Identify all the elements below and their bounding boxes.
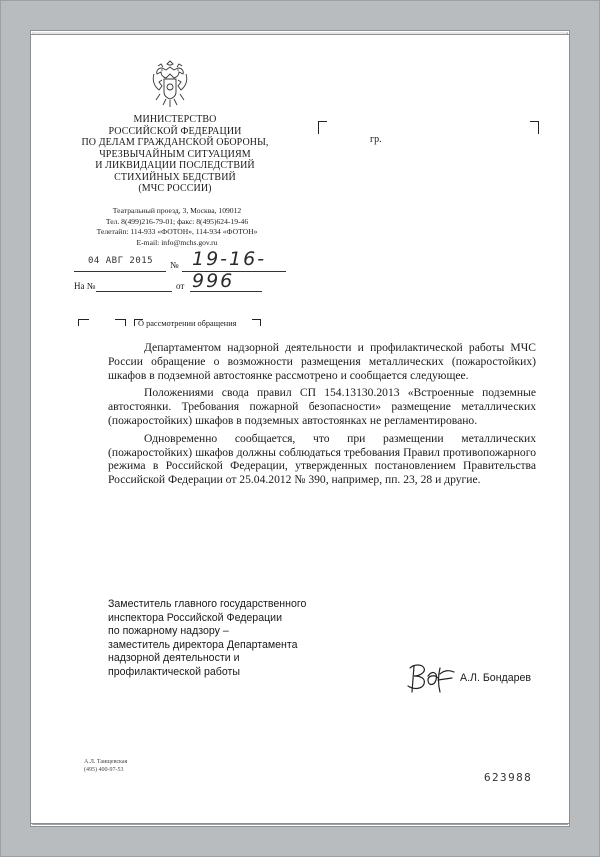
executor-phone: (495) 400-97-53 bbox=[84, 767, 124, 773]
handwritten-signature-icon bbox=[404, 662, 458, 696]
ministry-address bbox=[62, 206, 292, 248]
letter-body bbox=[108, 341, 536, 491]
ministry-line: (МЧС РОССИИ) bbox=[138, 183, 212, 194]
ministry-line: ПО ДЕЛАМ ГРАЖДАНСКОЙ ОБОРОНЫ, bbox=[81, 137, 269, 148]
ministry-line: МИНИСТЕРСТВО bbox=[133, 114, 217, 125]
date-stamp: 04 АВГ 2015 bbox=[88, 256, 154, 266]
subject-bracket bbox=[78, 319, 89, 326]
address-line: E-mail: info@mchs.gov.ru bbox=[136, 237, 218, 247]
recipient-bracket-left bbox=[318, 121, 327, 134]
reference-date-underline bbox=[190, 291, 262, 292]
ministry-name bbox=[60, 114, 290, 195]
executor-name: А.Л. Таищевская bbox=[84, 759, 128, 765]
number-label: № bbox=[170, 260, 179, 270]
subject-bracket bbox=[115, 319, 126, 326]
ministry-line: ЧРЕЗВЫЧАЙНЫМ СИТУАЦИЯМ bbox=[99, 148, 251, 160]
ministry-line: СТИХИЙНЫХ БЕДСТВИЙ bbox=[114, 171, 236, 183]
reference-line bbox=[74, 281, 274, 295]
letter-subject: О рассмотрении обращения bbox=[138, 319, 237, 328]
reference-date-label: от bbox=[176, 281, 185, 291]
date-underline bbox=[74, 271, 166, 272]
executor-info bbox=[84, 758, 127, 774]
registration-number: 19-16-996 bbox=[192, 248, 267, 292]
recipient-bracket-right bbox=[530, 121, 539, 134]
position-line: надзорной деятельности и bbox=[108, 652, 240, 665]
ministry-line: РОССИЙСКОЙ ФЕДЕРАЦИИ bbox=[108, 125, 242, 137]
position-line: инспектора Российской Федерации bbox=[108, 611, 282, 624]
recipient: гр. bbox=[370, 134, 382, 145]
position-line: по пожарному надзору – bbox=[108, 625, 229, 638]
body-paragraph: Департаментом надзорной деятельности и профилактической работы МЧС России обращение о возможности размещения металлических (пожаростойких) шкафов в подземной автостоянке рассмотрено и сообщается следующее. bbox=[108, 341, 536, 382]
double-headed-eagle-icon bbox=[150, 60, 190, 110]
ministry-line: И ЛИКВИДАЦИИ ПОСЛЕДСТВИЙ bbox=[95, 160, 255, 171]
number-underline bbox=[182, 271, 286, 272]
body-paragraph: Одновременно сообщается, что при размещении металлических (пожаростойких) шкафов должны соблюдаться требования Правил противопожарного режима в Российской Федерации, утвержденных постановлением Правительства Российской Федерации от 25.04.2012 № 390, например, пп. 23, 28 и другие. bbox=[108, 431, 536, 487]
address-line: Театральный проезд, 3, Москва, 109012 bbox=[112, 206, 242, 215]
document-code: 623988 bbox=[484, 771, 533, 784]
position-line: профилактической работы bbox=[108, 665, 240, 678]
position-line: заместитель директора Департамента bbox=[108, 638, 298, 651]
position-line: Заместитель главного государственного bbox=[108, 598, 307, 610]
subject-bracket bbox=[252, 319, 261, 326]
signatory-position bbox=[108, 598, 348, 680]
reference-number-underline bbox=[96, 291, 172, 292]
reference-number-label: На № bbox=[74, 281, 96, 291]
address-line: Телетайп: 114-933 «ФОТОН», 114-934 «ФОТОН» bbox=[96, 227, 258, 237]
body-paragraph: Положениями свода правил СП 154.13130.2013 «Встроенные подземные автостоянки. Требования пожарной безопасности» размещение металлических (пожаростойких) шкафов в подземных автостоянках не регламентировано. bbox=[108, 386, 536, 427]
signer-name: А.Л. Бондарев bbox=[460, 672, 532, 684]
address-line: Тел. 8(499)216-79-01; факс: 8(495)624-19-46 bbox=[105, 216, 249, 226]
